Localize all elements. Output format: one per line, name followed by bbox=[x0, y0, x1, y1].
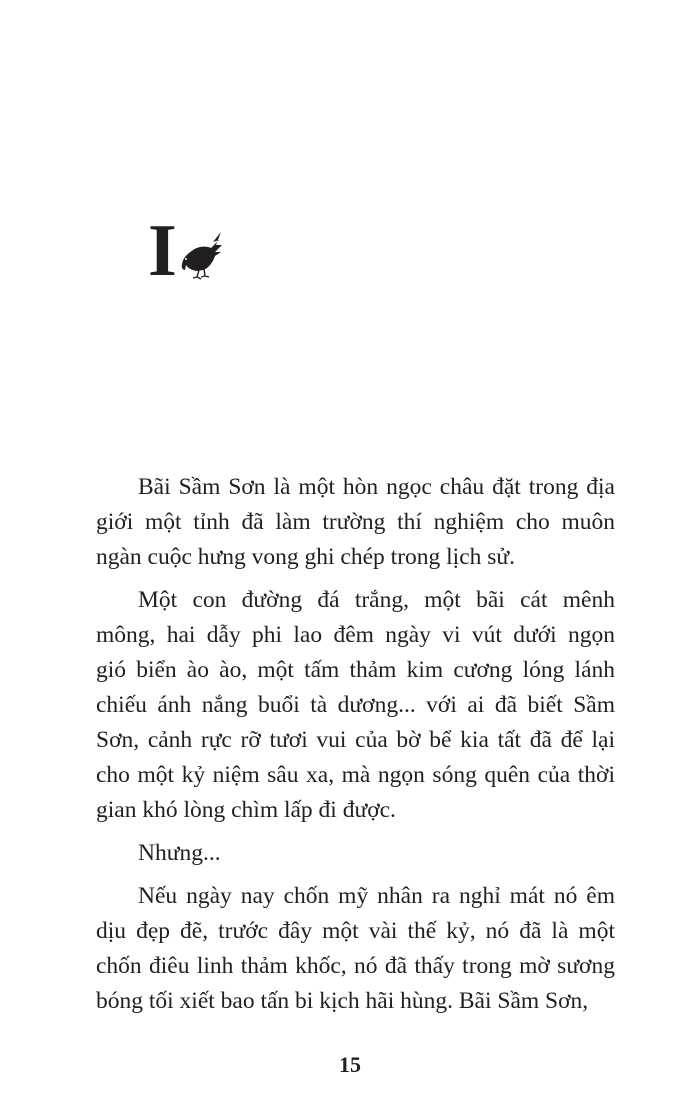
paragraph bbox=[96, 879, 615, 1019]
text-line: dịu đẹp đẽ, trước đây một vài thế kỷ, nó đã là một bbox=[96, 918, 615, 944]
text-line: Bãi Sầm Sơn là một hòn ngọc châu đặt trong địa bbox=[138, 474, 615, 500]
text-line: giới một tỉnh đã làm trường thí nghiệm cho muôn bbox=[96, 509, 615, 535]
page-number: 15 bbox=[339, 1052, 361, 1077]
text-line: mông, hai dẫy phi lao đêm ngày vi vút dưới ngọn bbox=[96, 622, 615, 648]
text-line: chốn điêu linh thảm khốc, nó đã thấy trong mờ sương bbox=[96, 953, 615, 979]
text-line: ngàn cuộc hưng vong ghi chép trong lịch sử. bbox=[96, 544, 516, 570]
text-line: gió biển ào ào, một tấm thảm kim cương lóng lánh bbox=[96, 657, 615, 683]
paragraph bbox=[96, 583, 615, 828]
chapter-number: I bbox=[148, 210, 177, 292]
text-line: Nhưng... bbox=[138, 840, 221, 866]
crow-icon bbox=[177, 230, 223, 280]
paragraph bbox=[96, 836, 615, 871]
text-line: bóng tối xiết bao tấn bi kịch hãi hùng. Bãi Sầm Sơn, bbox=[96, 988, 589, 1014]
text-line: chiếu ánh nắng buổi tà dương... với ai đã biết Sầm bbox=[96, 692, 615, 718]
body-text bbox=[96, 470, 615, 1027]
text-line: Nếu ngày nay chốn mỹ nhân ra nghỉ mát nó êm bbox=[138, 883, 615, 909]
text-line: gian khó lòng chìm lấp đi được. bbox=[96, 797, 396, 823]
text-line: Sơn, cảnh rực rỡ tươi vui của bờ bể kia tất đã để lại bbox=[96, 727, 615, 753]
text-line: cho một kỷ niệm sâu xa, mà ngọn sóng quên của thời bbox=[96, 762, 615, 788]
paragraph bbox=[96, 470, 615, 575]
text-line: Một con đường đá trắng, một bãi cát mênh bbox=[138, 587, 615, 613]
chapter-heading bbox=[148, 208, 223, 292]
